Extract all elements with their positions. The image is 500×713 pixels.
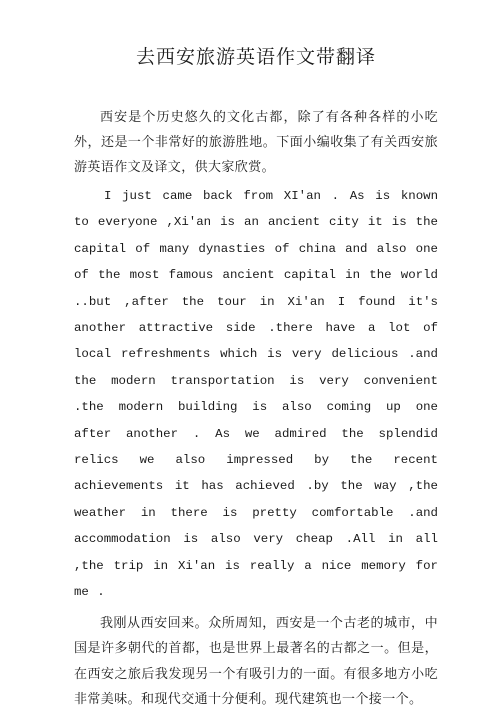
chinese-translation-paragraph: 我刚从西安回来。众所周知，西安是一个古老的城市，中国是许多朝代的首都，也是世界上最著名的古都之一。但是，在西安之旅后我发现另一个有吸引力的一面。有很多地方小吃非常美味。和现代交通十分便利。现代建筑也一个接一个。 <box>74 615 438 707</box>
page-title: 去西安旅游英语作文带翻译 <box>135 46 376 68</box>
intro-paragraph: 西安是个历史悠久的文化古都，除了有各种各样的小吃外，还是一个非常好的旅游胜地。下面小编收集了有关西安旅游英语作文及译文，供大家欣赏。 <box>74 110 438 175</box>
english-essay-paragraph: I just came back from XI'an . As is known to everyone ,Xi'an is an ancient city it is the capital of many dynasties of china and also one of the most famous ancient capital in the world ..but ,after the tour in Xi'an I found it's another attractive side .there have a lot of local refreshments which is very delicious .and the modern transportation is very convenient .the modern building is also coming up one after another . As we admired the splendid relics we also impressed by the recent achievements it has achieved .by the way ,the weather in there is pretty comfortable .and accommodation is also very cheap .All in all ,the trip in Xi'an is really a nice memory for me . <box>74 189 438 600</box>
